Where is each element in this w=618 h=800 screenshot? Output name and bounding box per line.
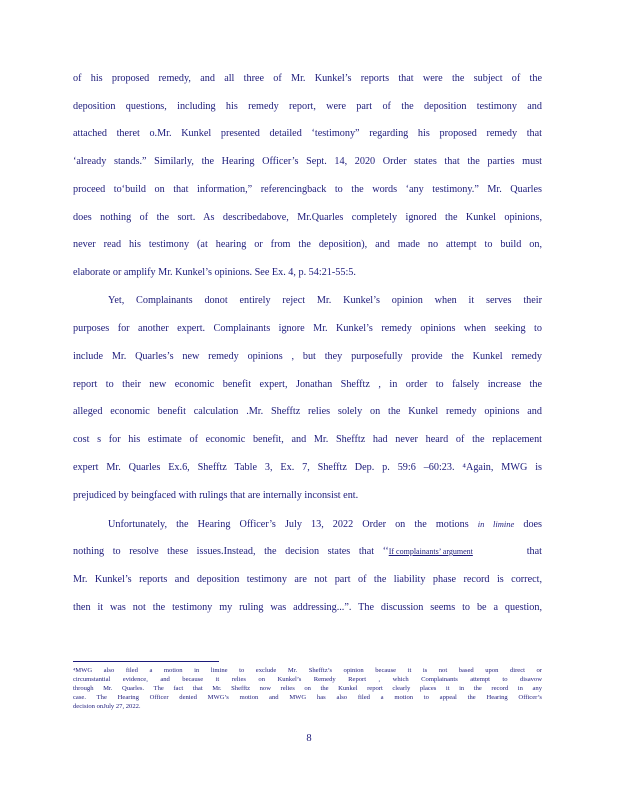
quoted-underlined-text: If complainants’ argument <box>388 547 473 556</box>
body-line: ‘already stands.” Similarly, the Hearing Officer’s Sept. 14, 2020 Order states that the parties must <box>73 156 542 167</box>
body-line <box>108 518 542 531</box>
body-line: attached theret o.Mr. Kunkel presented detailed ‘testimony” regarding his proposed remedy that <box>73 128 542 139</box>
body-line: does nothing of the sort. As describedabove, Mr.Quarles completely ignored the Kunkel opinions, <box>73 212 542 223</box>
body-line: report to their new economic benefit expert, Jonathan Shefftz , in order to falsely increase the <box>73 379 542 390</box>
body-line: cost s for his estimate of economic benefit, and Mr. Shefftz had never heard of the replacement <box>73 434 542 445</box>
body-line: alleged economic benefit calculation .Mr. Shefftz relies solely on the Kunkel remedy opinions and <box>73 406 542 417</box>
body-text: that <box>526 546 542 557</box>
footnote-line: case. The Hearing Officer denied MWG’s motion and MWG has also filed a motion to appeal the Hearing Officer’s <box>73 694 542 701</box>
body-line: deposition questions, including his remedy report, were part of the deposition testimony and <box>73 101 542 112</box>
body-text: does <box>523 519 543 530</box>
body-line: include Mr. Quarles’s new remedy opinions , but they purposefully provide the Kunkel remedy <box>73 351 542 362</box>
body-line: elaborate or amplify Mr. Kunkel’s opinions. See Ex. 4, p. 54:21-55:5. <box>73 267 356 278</box>
body-line: prejudiced by beingfaced with rulings that are internally inconsist ent. <box>73 490 359 501</box>
footnote-line: decision onJuly 27, 2022. <box>73 703 141 710</box>
body-line: then it was not the testimony my ruling was addressing...”. The discussion seems to be a question, <box>73 602 542 613</box>
footnote-separator <box>73 661 219 662</box>
italic-term: in limine <box>477 519 515 529</box>
footnote-line: through Mr. Quarles. The fact that Mr. Shefftz now relies on the Kunkel report clearly places it in the record in any <box>73 685 542 692</box>
body-line: purposes for another expert. Complainants ignore Mr. Kunkel’s remedy opinions when seeking to <box>73 323 542 334</box>
body-line: never read his testimony (at hearing or from the deposition), and made no attempt to build on, <box>73 239 542 250</box>
body-line: proceed to‘build on that information,” referencingback to the words ‘any testimony.” Mr. Quarles <box>73 184 542 195</box>
footnote-line: ⁴MWG also filed a motion in limine to exclude Mr. Shefftz’s opinion because it is not based upon direct or <box>73 667 542 674</box>
body-line: Mr. Kunkel’s reports and deposition testimony are not part of the liability phase record is correct, <box>73 574 542 585</box>
footnote-line: circumstantial evidence, and because it relies on Kunkel’s Remedy Report , which Complainants attempt to disavow <box>73 676 542 683</box>
body-line: expert Mr. Quarles Ex.6, Shefftz Table 3, Ex. 7, Shefftz Dep. p. 59:6 –60:23. ⁴Again, MWG is <box>73 462 542 473</box>
body-text: Unfortunately, the Hearing Officer’s July 13, 2022 Order on the motions <box>108 519 469 530</box>
body-text: nothing to resolve these issues.Instead, the decision states that ‘‘ <box>73 546 389 557</box>
body-line: of his proposed remedy, and all three of Mr. Kunkel’s reports that were the subject of the <box>73 73 542 84</box>
body-line: Yet, Complainants donot entirely reject Mr. Kunkel’s opinion when it serves their <box>108 295 542 306</box>
body-line <box>73 546 542 558</box>
page-number: 8 <box>306 733 312 744</box>
